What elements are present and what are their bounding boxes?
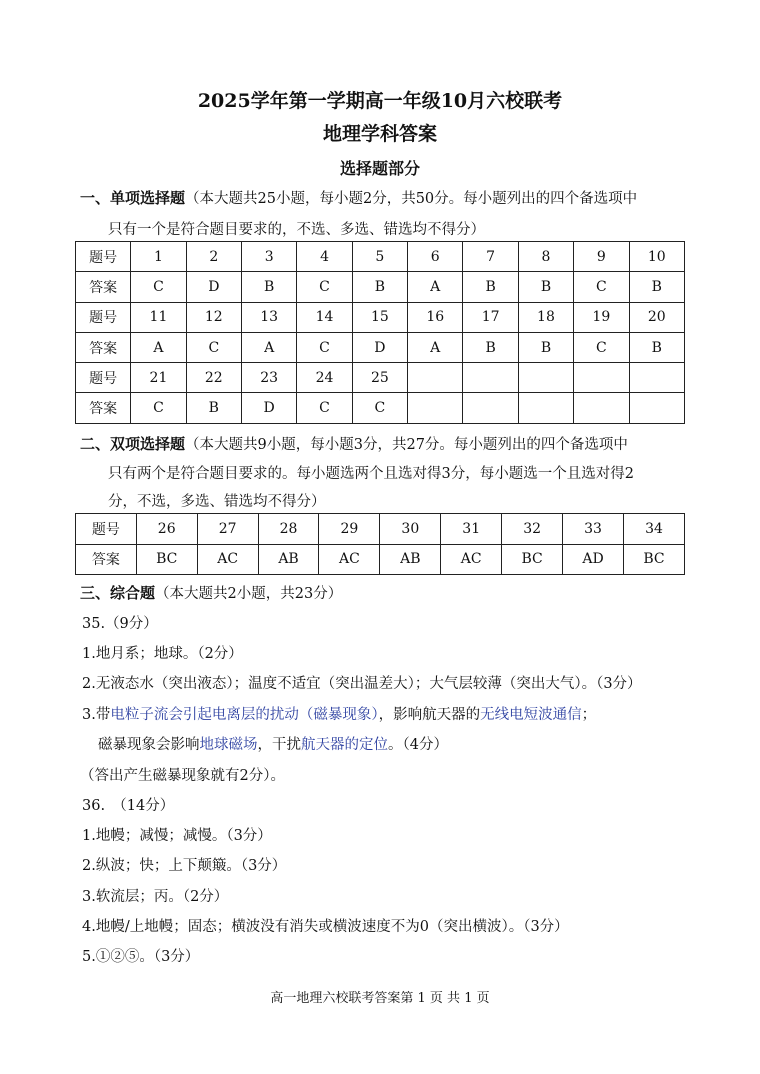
question-number-cell: 26 — [136, 514, 197, 545]
table-row-answers — [76, 272, 685, 302]
section1-desc-line1: （本大题共25小题，每小题2分，共50分。每小题列出的四个备选项中 — [185, 191, 638, 207]
question-number-cell: 2 — [186, 242, 241, 272]
part-title: 选择题部分 — [339, 159, 420, 178]
section2-desc-line3: 分，不选，多选、错选均不得分） — [108, 494, 326, 510]
answer-cell — [463, 393, 518, 423]
table-row-question-numbers — [76, 302, 685, 332]
answer-cell: A — [241, 332, 296, 362]
answer-cell: AC — [319, 544, 380, 575]
q36-answer-4: 4.地幔/上地幔；固态；横波没有消失或横波速度不为0（突出横波）。（3分） — [82, 919, 569, 935]
table-row-question-numbers — [76, 242, 685, 272]
question-number-cell: 5 — [352, 242, 407, 272]
section3-desc: （本大题共2小题，共23分） — [155, 586, 343, 602]
answer-cell: D — [241, 393, 296, 423]
answer-cell — [574, 393, 629, 423]
answer-cell: AB — [380, 544, 441, 575]
q35-a3b-part4: 航天器的定位 — [301, 737, 388, 753]
question-number-cell: 32 — [502, 514, 563, 545]
row-label-answer: 答案 — [76, 393, 131, 423]
question-number-cell: 34 — [623, 514, 684, 545]
answer-cell: AD — [563, 544, 624, 575]
answer-cell: AB — [258, 544, 319, 575]
answer-cell: C — [297, 332, 352, 362]
answer-cell: B — [186, 393, 241, 423]
question-number-cell: 15 — [352, 302, 407, 332]
answer-cell: B — [463, 332, 518, 362]
q35-answer-3b — [98, 733, 448, 754]
question-number-cell: 23 — [241, 363, 296, 393]
row-label-answer: 答案 — [76, 332, 131, 362]
double-choice-answer-table — [75, 513, 685, 575]
answer-cell: C — [297, 393, 352, 423]
question-number-cell — [574, 363, 629, 393]
question-number-cell: 30 — [380, 514, 441, 545]
answer-cell — [518, 393, 573, 423]
answer-cell: D — [186, 272, 241, 302]
q35-a3b-part3: ，干扰 — [257, 737, 301, 753]
question-number-cell: 28 — [258, 514, 319, 545]
table-row-answers — [76, 544, 685, 575]
page-footer: 高一地理六校联考答案第 1 页 共 1 页 — [270, 991, 490, 1006]
question-number-cell: 11 — [131, 302, 186, 332]
q36-title: 36. （14分） — [82, 798, 175, 814]
question-number-cell: 24 — [297, 363, 352, 393]
q35-answer-2: 2.无液态水（突出液态）；温度不适宜（突出温差大）；大气层较薄（突出大气）。（3分） — [82, 676, 642, 692]
document-title: 2025学年第一学期高一年级10月六校联考 — [197, 90, 563, 112]
question-number-cell: 4 — [297, 242, 352, 272]
q36-answer-5: 5.①②⑤。（3分） — [82, 949, 200, 965]
q35-a3b-part1: 磁暴现象会影响 — [98, 737, 200, 753]
section3-heading: 三、综合题 — [80, 584, 156, 602]
answer-cell: D — [352, 332, 407, 362]
q35-a3-part1: 3.带 — [82, 707, 111, 723]
question-number-cell: 22 — [186, 363, 241, 393]
question-number-cell — [629, 363, 685, 393]
answer-cell: C — [352, 393, 407, 423]
answer-cell: B — [463, 272, 518, 302]
answer-cell: BC — [136, 544, 197, 575]
row-label-question-number: 题号 — [76, 363, 131, 393]
answer-cell: B — [629, 332, 685, 362]
question-number-cell: 14 — [297, 302, 352, 332]
answer-cell: B — [241, 272, 296, 302]
question-number-cell: 17 — [463, 302, 518, 332]
table-row-question-numbers — [76, 363, 685, 393]
answer-cell: B — [352, 272, 407, 302]
answer-cell: AC — [197, 544, 258, 575]
answer-cell: BC — [623, 544, 684, 575]
answer-cell — [408, 393, 463, 423]
q35-a3b-part5: 。（4分） — [388, 737, 448, 753]
answer-cell: C — [574, 332, 629, 362]
question-number-cell: 29 — [319, 514, 380, 545]
question-number-cell: 10 — [629, 242, 685, 272]
question-number-cell: 6 — [408, 242, 463, 272]
question-number-cell: 7 — [463, 242, 518, 272]
question-number-cell: 21 — [131, 363, 186, 393]
answer-cell: B — [518, 332, 573, 362]
q35-a3-part4: 无线电短波通信 — [480, 707, 582, 723]
q35-answer-1: 1.地月系；地球。（2分） — [82, 646, 243, 662]
section2-desc-line1: （本大题共9小题，每小题3分，共27分。每小题列出的四个备选项中 — [185, 437, 628, 453]
section1-header — [80, 187, 637, 208]
answer-cell: C — [574, 272, 629, 302]
q35-answer-3 — [82, 703, 596, 724]
row-label-question-number: 题号 — [76, 242, 131, 272]
q36-answer-2: 2.纵波；快；上下颠簸。（3分） — [82, 858, 287, 874]
section1-heading: 一、单项选择题 — [80, 189, 186, 207]
question-number-cell — [463, 363, 518, 393]
question-number-cell: 13 — [241, 302, 296, 332]
answer-cell: A — [408, 272, 463, 302]
question-number-cell: 12 — [186, 302, 241, 332]
answer-cell: C — [297, 272, 352, 302]
q36-answer-1: 1.地幔；减慢；减慢。（3分） — [82, 828, 272, 844]
answer-cell — [629, 393, 685, 423]
answer-cell: A — [408, 332, 463, 362]
q35-a3-part5: ； — [581, 707, 597, 723]
row-label-answer: 答案 — [76, 544, 137, 575]
question-number-cell: 8 — [518, 242, 573, 272]
question-number-cell: 33 — [563, 514, 624, 545]
row-label-question-number: 题号 — [76, 302, 131, 332]
document-subtitle: 地理学科答案 — [322, 123, 437, 145]
answer-cell: BC — [502, 544, 563, 575]
answer-cell: C — [131, 393, 186, 423]
question-number-cell: 19 — [574, 302, 629, 332]
answer-cell: B — [629, 272, 685, 302]
question-number-cell: 27 — [197, 514, 258, 545]
q35-note: （答出产生磁暴现象就有2分）。 — [80, 768, 285, 784]
q35-a3-part3: ，影响航天器的 — [378, 707, 481, 723]
question-number-cell — [518, 363, 573, 393]
answer-cell: AC — [441, 544, 502, 575]
row-label-answer: 答案 — [76, 272, 131, 302]
question-number-cell: 31 — [441, 514, 502, 545]
question-number-cell: 16 — [408, 302, 463, 332]
section2-desc-line2: 只有两个是符合题目要求的。每小题选两个且选对得3分，每小题选一个且选对得2 — [108, 466, 634, 482]
question-number-cell: 1 — [131, 242, 186, 272]
answer-cell: B — [518, 272, 573, 302]
table-row-answers — [76, 332, 685, 362]
answer-cell: C — [131, 272, 186, 302]
section2-header — [80, 433, 628, 454]
section2-heading: 二、双项选择题 — [80, 435, 186, 453]
question-number-cell: 18 — [518, 302, 573, 332]
question-number-cell: 3 — [241, 242, 296, 272]
q35-a3b-part2: 地球磁场 — [199, 737, 258, 753]
row-label-question-number: 题号 — [76, 514, 137, 545]
question-number-cell: 25 — [352, 363, 407, 393]
section1-desc-line2: 只有一个是符合题目要求的，不选、多选、错选均不得分） — [108, 222, 485, 238]
single-choice-answer-table — [75, 241, 685, 424]
answer-cell: A — [131, 332, 186, 362]
table-row-question-numbers — [76, 514, 685, 545]
question-number-cell: 9 — [574, 242, 629, 272]
answer-cell: C — [186, 332, 241, 362]
section3-header — [80, 582, 342, 603]
q35-a3-part2: 电粒子流会引起电离层的扰动（磁暴现象） — [110, 707, 379, 723]
question-number-cell — [408, 363, 463, 393]
q35-title: 35.（9分） — [82, 616, 158, 632]
question-number-cell: 20 — [629, 302, 685, 332]
q36-answer-3: 3.软流层；丙。（2分） — [82, 889, 229, 905]
table-row-answers — [76, 393, 685, 423]
